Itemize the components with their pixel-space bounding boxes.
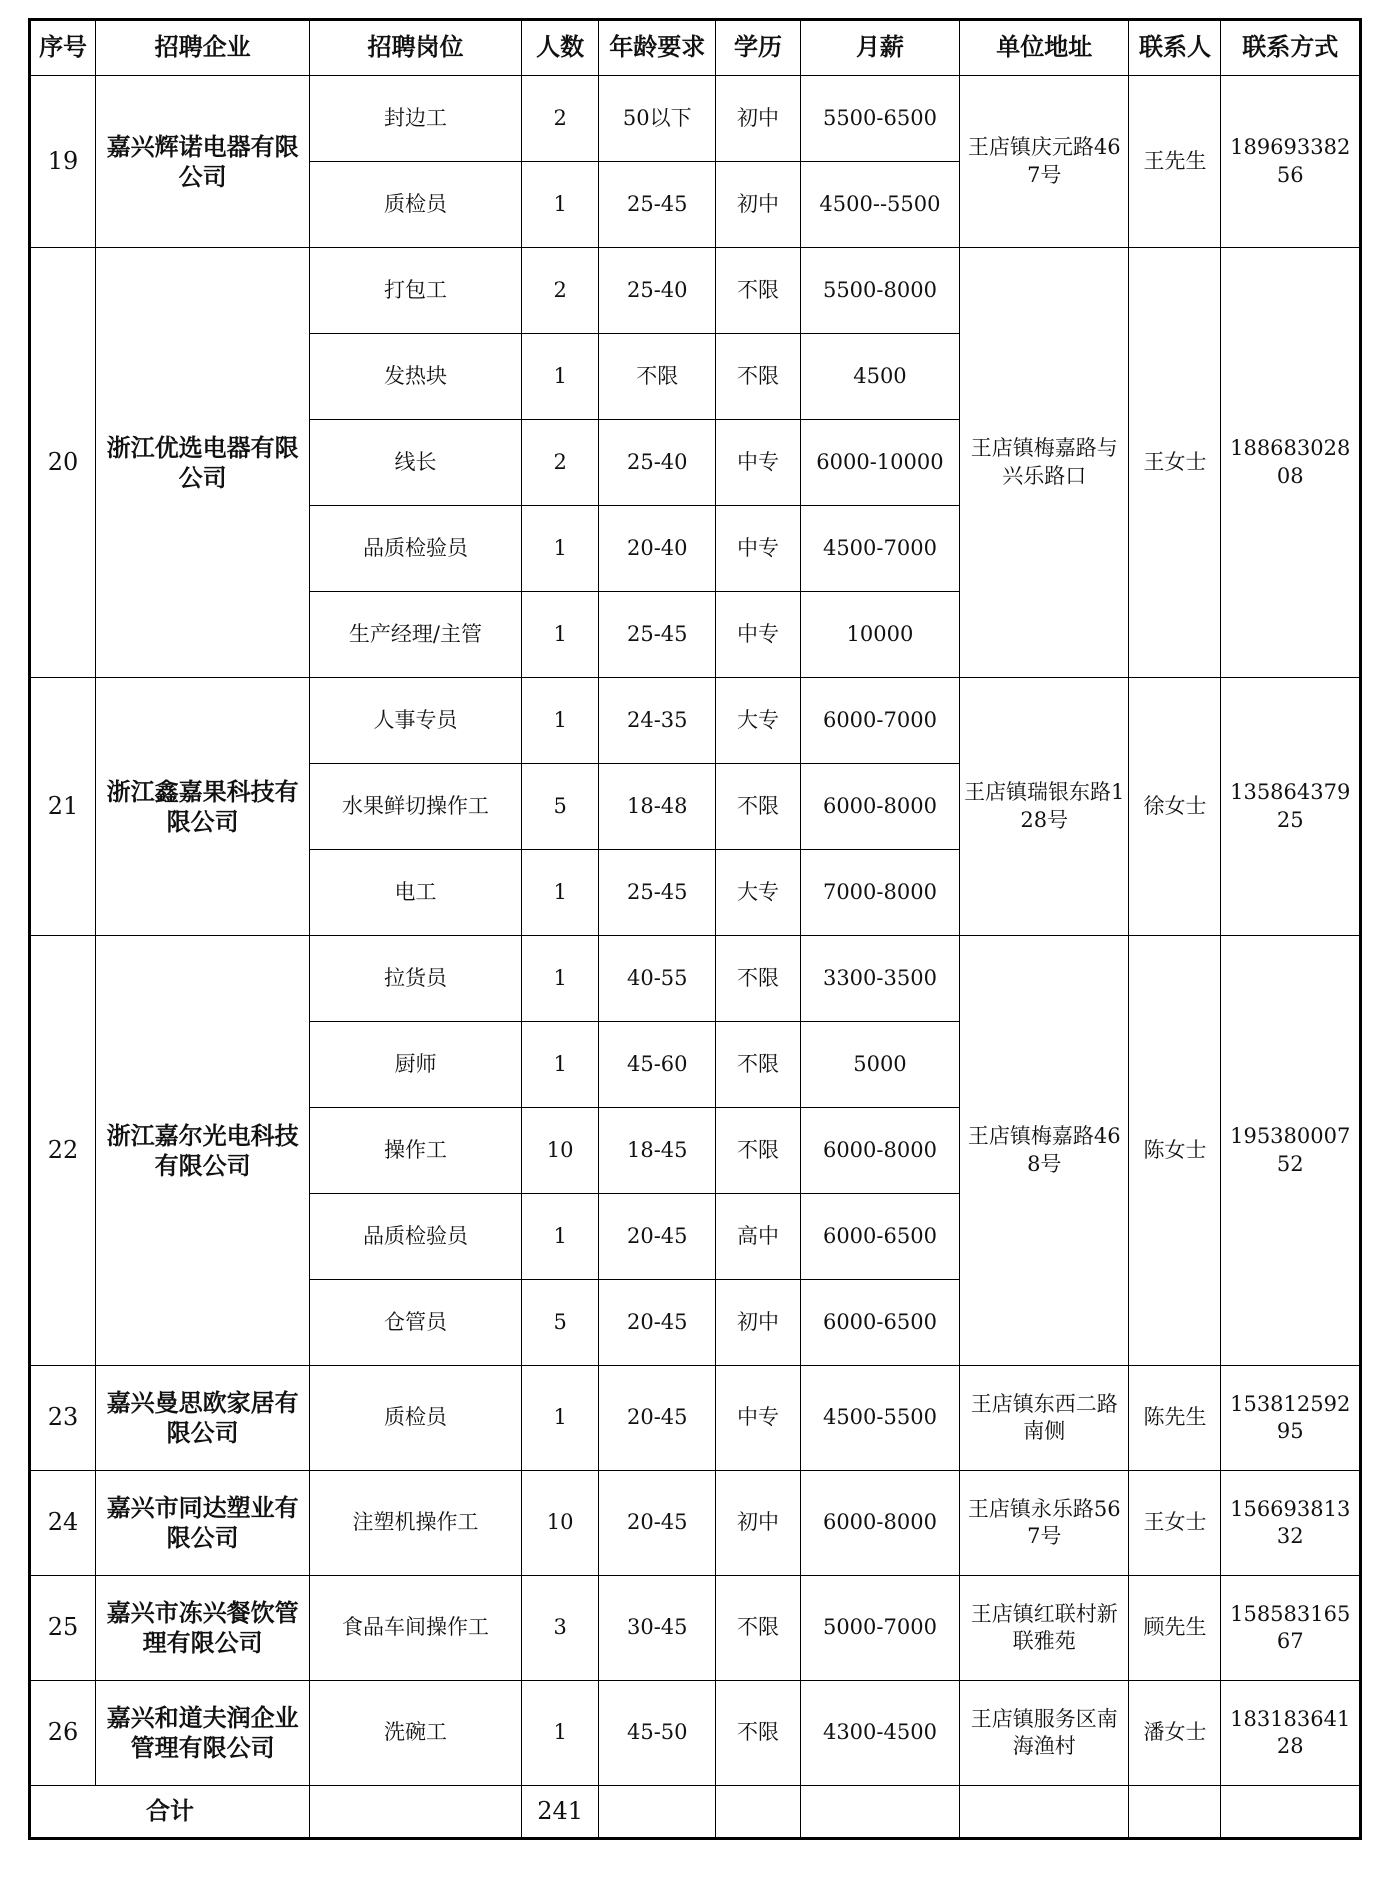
company-name: 嘉兴市冻兴餐饮管理有限公司 xyxy=(96,1576,310,1681)
company-phone: 18868302808 xyxy=(1221,248,1361,678)
position-age: 25-45 xyxy=(599,850,716,936)
position-education: 不限 xyxy=(716,1108,801,1194)
company-name: 嘉兴市同达塑业有限公司 xyxy=(96,1471,310,1576)
position-title: 仓管员 xyxy=(310,1280,522,1366)
table-row xyxy=(30,76,1361,162)
recruitment-table xyxy=(28,18,1362,1840)
company-contact: 陈女士 xyxy=(1129,936,1221,1366)
position-salary: 6000-6500 xyxy=(800,1280,959,1366)
position-title: 电工 xyxy=(310,850,522,936)
position-title: 操作工 xyxy=(310,1108,522,1194)
position-count: 5 xyxy=(521,764,599,850)
position-count: 1 xyxy=(521,592,599,678)
total-empty-cell xyxy=(599,1786,716,1839)
total-label: 合计 xyxy=(30,1786,310,1839)
header-address: 单位地址 xyxy=(960,20,1129,76)
position-title: 品质检验员 xyxy=(310,1194,522,1280)
total-count: 241 xyxy=(521,1786,599,1839)
total-empty-cell xyxy=(800,1786,959,1839)
company-seq: 21 xyxy=(30,678,96,936)
company-address: 王店镇东西二路南侧 xyxy=(960,1366,1129,1471)
header-education: 学历 xyxy=(716,20,801,76)
position-title: 食品车间操作工 xyxy=(310,1576,522,1681)
position-salary: 6000-7000 xyxy=(800,678,959,764)
position-salary: 5500-8000 xyxy=(800,248,959,334)
position-salary: 4300-4500 xyxy=(800,1681,959,1786)
position-count: 1 xyxy=(521,936,599,1022)
company-address: 王店镇服务区南海渔村 xyxy=(960,1681,1129,1786)
total-row xyxy=(30,1786,1361,1839)
position-age: 25-40 xyxy=(599,248,716,334)
company-contact: 顾先生 xyxy=(1129,1576,1221,1681)
position-title: 发热块 xyxy=(310,334,522,420)
company-contact: 王先生 xyxy=(1129,76,1221,248)
table-row xyxy=(30,1681,1361,1786)
position-title: 水果鲜切操作工 xyxy=(310,764,522,850)
position-count: 10 xyxy=(521,1108,599,1194)
position-age: 30-45 xyxy=(599,1576,716,1681)
position-age: 20-45 xyxy=(599,1366,716,1471)
position-age: 25-45 xyxy=(599,162,716,248)
position-education: 中专 xyxy=(716,1366,801,1471)
position-salary: 4500-5500 xyxy=(800,1366,959,1471)
position-education: 中专 xyxy=(716,420,801,506)
company-name: 嘉兴辉诺电器有限公司 xyxy=(96,76,310,248)
table-body xyxy=(30,76,1361,1786)
position-count: 2 xyxy=(521,76,599,162)
position-education: 初中 xyxy=(716,162,801,248)
position-age: 20-45 xyxy=(599,1280,716,1366)
position-age: 50以下 xyxy=(599,76,716,162)
company-seq: 26 xyxy=(30,1681,96,1786)
header-contact: 联系人 xyxy=(1129,20,1221,76)
company-phone: 13586437925 xyxy=(1221,678,1361,936)
position-count: 1 xyxy=(521,506,599,592)
position-count: 1 xyxy=(521,1022,599,1108)
company-phone: 19538000752 xyxy=(1221,936,1361,1366)
position-education: 不限 xyxy=(716,1576,801,1681)
company-seq: 19 xyxy=(30,76,96,248)
total-empty-cell xyxy=(1221,1786,1361,1839)
position-salary: 10000 xyxy=(800,592,959,678)
position-salary: 6000-8000 xyxy=(800,1471,959,1576)
header-age: 年龄要求 xyxy=(599,20,716,76)
company-name: 嘉兴和道夫润企业管理有限公司 xyxy=(96,1681,310,1786)
company-contact: 陈先生 xyxy=(1129,1366,1221,1471)
position-title: 厨师 xyxy=(310,1022,522,1108)
position-age: 25-40 xyxy=(599,420,716,506)
position-education: 初中 xyxy=(716,1280,801,1366)
table-row xyxy=(30,936,1361,1022)
header-row xyxy=(30,20,1361,76)
position-age: 20-40 xyxy=(599,506,716,592)
position-count: 10 xyxy=(521,1471,599,1576)
company-phone: 18969338256 xyxy=(1221,76,1361,248)
position-title: 注塑机操作工 xyxy=(310,1471,522,1576)
position-salary: 4500 xyxy=(800,334,959,420)
position-salary: 4500-7000 xyxy=(800,506,959,592)
position-age: 18-45 xyxy=(599,1108,716,1194)
position-education: 中专 xyxy=(716,506,801,592)
header-phone: 联系方式 xyxy=(1221,20,1361,76)
position-education: 初中 xyxy=(716,76,801,162)
company-phone: 15669381332 xyxy=(1221,1471,1361,1576)
position-count: 1 xyxy=(521,1194,599,1280)
position-age: 40-55 xyxy=(599,936,716,1022)
table-row xyxy=(30,248,1361,334)
position-title: 打包工 xyxy=(310,248,522,334)
position-education: 初中 xyxy=(716,1471,801,1576)
header-seq: 序号 xyxy=(30,20,96,76)
company-name: 浙江优选电器有限公司 xyxy=(96,248,310,678)
position-age: 24-35 xyxy=(599,678,716,764)
total-empty-cell xyxy=(960,1786,1129,1839)
company-phone: 15381259295 xyxy=(1221,1366,1361,1471)
company-name: 浙江嘉尔光电科技有限公司 xyxy=(96,936,310,1366)
position-count: 1 xyxy=(521,334,599,420)
position-age: 25-45 xyxy=(599,592,716,678)
position-salary: 3300-3500 xyxy=(800,936,959,1022)
company-seq: 23 xyxy=(30,1366,96,1471)
position-count: 5 xyxy=(521,1280,599,1366)
position-count: 2 xyxy=(521,420,599,506)
header-salary: 月薪 xyxy=(800,20,959,76)
position-education: 大专 xyxy=(716,850,801,936)
position-age: 不限 xyxy=(599,334,716,420)
table-row xyxy=(30,678,1361,764)
position-title: 人事专员 xyxy=(310,678,522,764)
company-seq: 22 xyxy=(30,936,96,1366)
header-count: 人数 xyxy=(521,20,599,76)
company-address: 王店镇红联村新联雅苑 xyxy=(960,1576,1129,1681)
position-age: 20-45 xyxy=(599,1194,716,1280)
position-education: 不限 xyxy=(716,936,801,1022)
company-phone: 18318364128 xyxy=(1221,1681,1361,1786)
position-age: 18-48 xyxy=(599,764,716,850)
company-address: 王店镇梅嘉路与兴乐路口 xyxy=(960,248,1129,678)
position-title: 洗碗工 xyxy=(310,1681,522,1786)
total-empty-cell xyxy=(310,1786,522,1839)
position-education: 不限 xyxy=(716,1681,801,1786)
company-name: 浙江鑫嘉果科技有限公司 xyxy=(96,678,310,936)
position-age: 45-50 xyxy=(599,1681,716,1786)
position-education: 中专 xyxy=(716,592,801,678)
position-education: 大专 xyxy=(716,678,801,764)
header-company: 招聘企业 xyxy=(96,20,310,76)
position-title: 质检员 xyxy=(310,1366,522,1471)
position-count: 2 xyxy=(521,248,599,334)
position-education: 不限 xyxy=(716,248,801,334)
position-age: 20-45 xyxy=(599,1471,716,1576)
position-salary: 6000-6500 xyxy=(800,1194,959,1280)
position-title: 封边工 xyxy=(310,76,522,162)
company-contact: 潘女士 xyxy=(1129,1681,1221,1786)
position-count: 1 xyxy=(521,162,599,248)
table-row xyxy=(30,1366,1361,1471)
company-contact: 徐女士 xyxy=(1129,678,1221,936)
position-count: 3 xyxy=(521,1576,599,1681)
position-education: 不限 xyxy=(716,334,801,420)
company-contact: 王女士 xyxy=(1129,248,1221,678)
position-salary: 7000-8000 xyxy=(800,850,959,936)
position-title: 线长 xyxy=(310,420,522,506)
table-row xyxy=(30,1471,1361,1576)
position-salary: 6000-10000 xyxy=(800,420,959,506)
position-count: 1 xyxy=(521,1681,599,1786)
position-salary: 6000-8000 xyxy=(800,1108,959,1194)
position-education: 高中 xyxy=(716,1194,801,1280)
company-name: 嘉兴曼思欧家居有限公司 xyxy=(96,1366,310,1471)
position-salary: 5000 xyxy=(800,1022,959,1108)
company-phone: 15858316567 xyxy=(1221,1576,1361,1681)
position-education: 不限 xyxy=(716,1022,801,1108)
position-salary: 5500-6500 xyxy=(800,76,959,162)
position-title: 生产经理/主管 xyxy=(310,592,522,678)
company-seq: 24 xyxy=(30,1471,96,1576)
position-title: 拉货员 xyxy=(310,936,522,1022)
position-salary: 4500--5500 xyxy=(800,162,959,248)
company-seq: 20 xyxy=(30,248,96,678)
company-contact: 王女士 xyxy=(1129,1471,1221,1576)
company-seq: 25 xyxy=(30,1576,96,1681)
position-age: 45-60 xyxy=(599,1022,716,1108)
position-salary: 6000-8000 xyxy=(800,764,959,850)
company-address: 王店镇庆元路467号 xyxy=(960,76,1129,248)
total-empty-cell xyxy=(1129,1786,1221,1839)
position-count: 1 xyxy=(521,1366,599,1471)
position-title: 品质检验员 xyxy=(310,506,522,592)
position-count: 1 xyxy=(521,850,599,936)
position-count: 1 xyxy=(521,678,599,764)
table-row xyxy=(30,1576,1361,1681)
total-empty-cell xyxy=(716,1786,801,1839)
position-education: 不限 xyxy=(716,764,801,850)
position-salary: 5000-7000 xyxy=(800,1576,959,1681)
company-address: 王店镇瑞银东路128号 xyxy=(960,678,1129,936)
company-address: 王店镇梅嘉路468号 xyxy=(960,936,1129,1366)
position-title: 质检员 xyxy=(310,162,522,248)
company-address: 王店镇永乐路567号 xyxy=(960,1471,1129,1576)
header-position: 招聘岗位 xyxy=(310,20,522,76)
